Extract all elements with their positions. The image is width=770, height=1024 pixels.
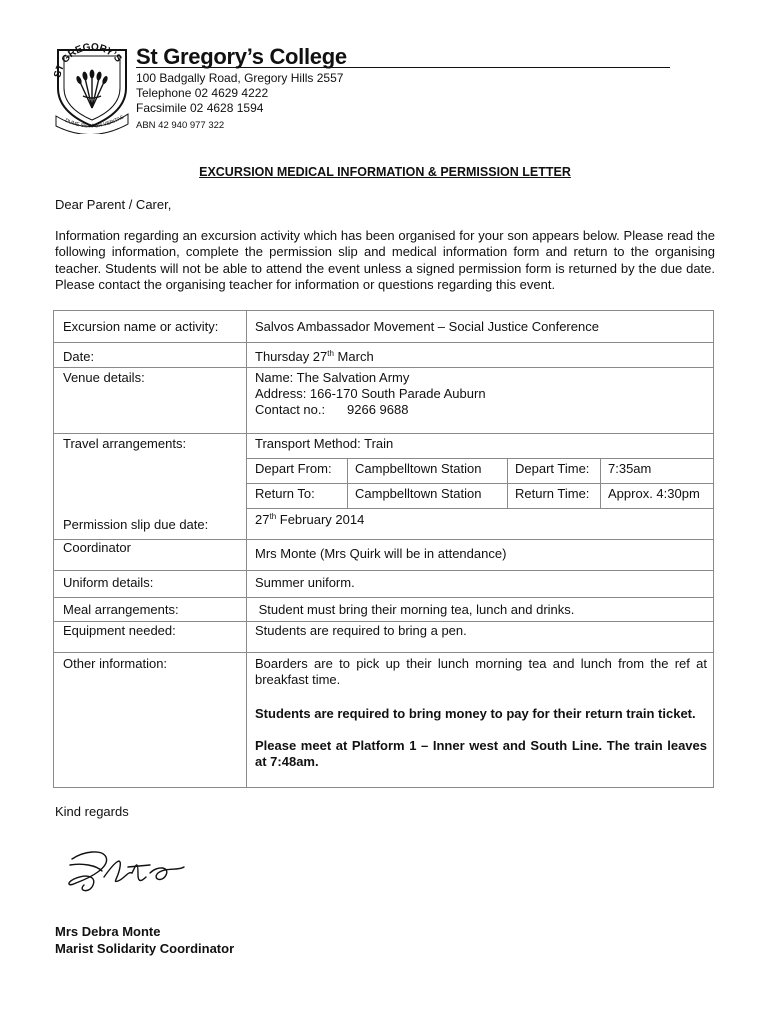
venue-address: Address: 166-170 South Parade Auburn [255, 386, 486, 401]
other-info-boarders: Boarders are to pick up their lunch morning tea and lunch from the ref at breakfast time. [255, 656, 707, 688]
signer-name: Mrs Debra Monte [55, 924, 161, 939]
depart-time-label: Depart Time: [515, 461, 590, 476]
signer-role: Marist Solidarity Coordinator [55, 941, 235, 956]
college-address: 100 Badgally Road, Gregory Hills 2557 [136, 71, 344, 85]
date-value: Thursday 27th March [255, 349, 374, 364]
venue-label: Venue details: [63, 370, 145, 385]
college-name: St Gregory’s College [136, 44, 347, 69]
other-info-platform: Please meet at Platform 1 – Inner west and South Line. The train leaves at 7:48am. [255, 738, 707, 770]
handwritten-signature [62, 843, 192, 895]
svg-text:DUME SEMPER VERITAS: DUME SEMPER VERITAS [63, 114, 125, 130]
return-time-label: Return Time: [515, 486, 590, 501]
return-time-value: Approx. 4:30pm [608, 486, 700, 501]
college-facsimile: Facsimile 02 4628 1594 [136, 101, 264, 115]
return-to-label: Return To: [255, 486, 315, 501]
coordinator-label: Coordinator [63, 540, 131, 555]
due-date-label: Permission slip due date: [63, 517, 209, 532]
equipment-label: Equipment needed: [63, 623, 176, 638]
return-to-value: Campbelltown Station [355, 486, 482, 501]
depart-from-value: Campbelltown Station [355, 461, 482, 476]
letter-title: EXCURSION MEDICAL INFORMATION & PERMISSION LETTER [199, 165, 571, 179]
coordinator-value: Mrs Monte (Mrs Quirk will be in attendance) [255, 546, 507, 561]
venue-contact-value: 9266 9688 [347, 402, 409, 417]
college-abn: ABN 42 940 977 322 [136, 120, 225, 131]
meal-label: Meal arrangements: [63, 602, 179, 617]
excursion-label: Excursion name or activity: [63, 319, 219, 334]
travel-label: Travel arrangements: [63, 436, 187, 451]
transport-method: Transport Method: Train [255, 436, 394, 451]
uniform-value: Summer uniform. [255, 575, 355, 590]
other-info-label: Other information: [63, 656, 168, 671]
date-label: Date: [63, 349, 95, 364]
kind-regards: Kind regards [55, 804, 129, 819]
college-crest-logo [52, 38, 132, 134]
other-info-money: Students are required to bring money to pay for their return train ticket. [255, 706, 696, 721]
equipment-value: Students are required to bring a pen. [255, 623, 467, 638]
salutation: Dear Parent / Carer, [55, 197, 172, 212]
svg-text:ST GREGORY’S: ST GREGORY’S [52, 41, 124, 79]
intro-paragraph: Information regarding an excursion activity which has been organised for your son appears below. Please read the following information, complete the permission slip and medical information form and return to the organising teacher. Students will not be able to attend the event unless a signed permission form is returned by the due date. Please contact the organising teacher for information or questions regarding this event. [55, 228, 715, 293]
depart-time-value: 7:35am [608, 461, 652, 476]
meal-value: Student must bring their morning tea, lunch and drinks. [255, 602, 575, 617]
uniform-label: Uniform details: [63, 575, 154, 590]
title-underline [136, 67, 670, 68]
venue-contact-label: Contact no.: [255, 402, 326, 417]
excursion-value: Salvos Ambassador Movement – Social Justice Conference [255, 319, 599, 334]
due-date-value: 27th February 2014 [255, 512, 365, 527]
venue-name: Name: The Salvation Army [255, 370, 410, 385]
college-telephone: Telephone 02 4629 4222 [136, 86, 269, 100]
depart-from-label: Depart From: [255, 461, 332, 476]
